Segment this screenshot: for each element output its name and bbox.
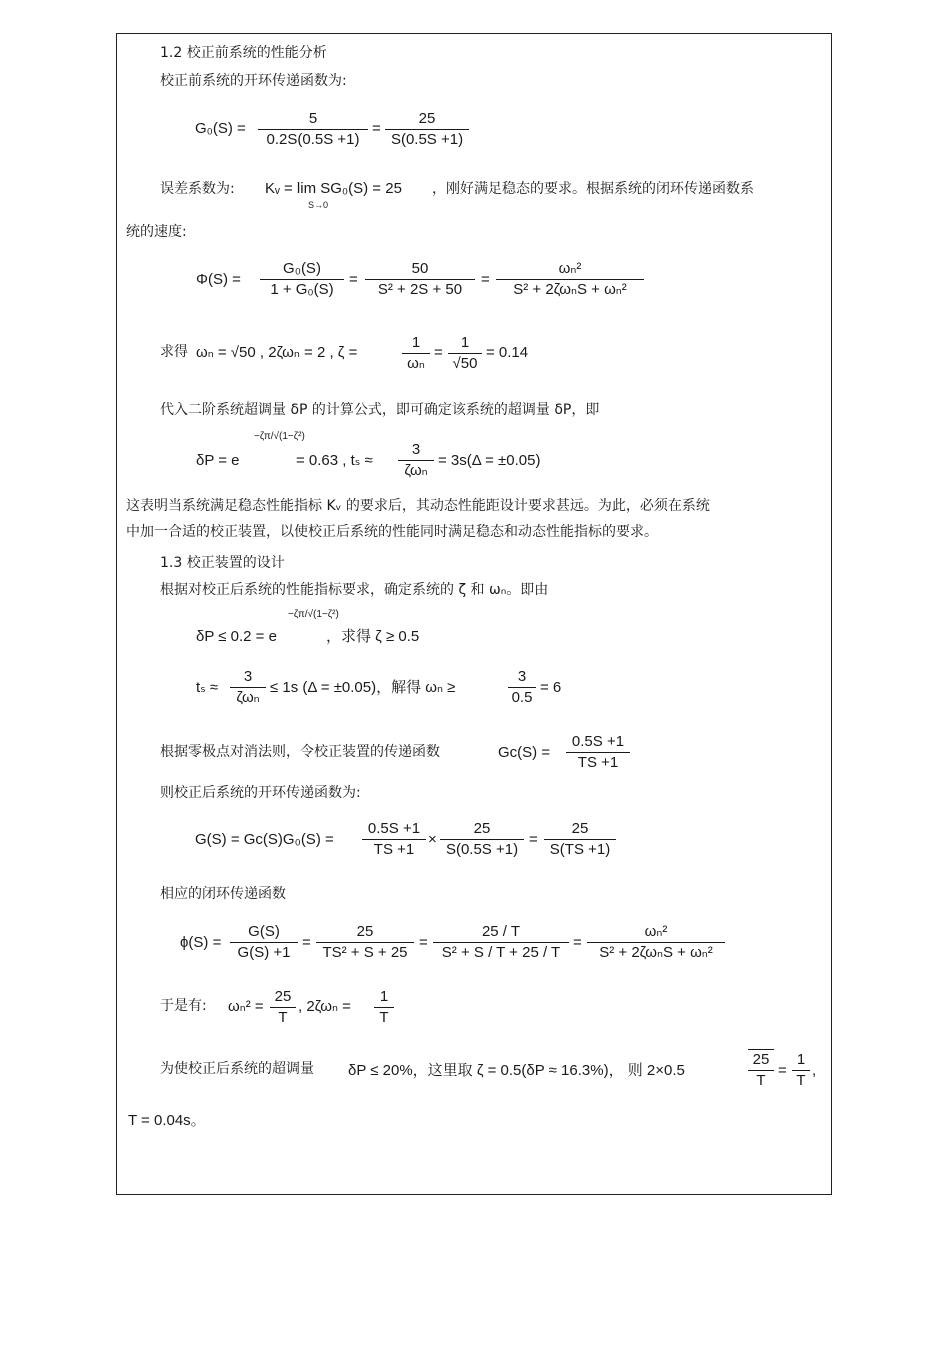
- numerator: 1: [411, 334, 421, 351]
- paragraph-kv-rest: ，刚好满足稳态的要求。根据系统的闭环传递函数系: [432, 181, 754, 197]
- denominator: ωₙ: [407, 355, 425, 372]
- paragraph-indicates-2: 中加一合适的校正装置，以使校正后系统的性能同时满足稳态和动态性能指标的要求。: [126, 524, 658, 540]
- equals-sign: =: [529, 831, 538, 848]
- denominator: S(0.5S +1): [445, 841, 519, 858]
- numerator: G₀(S): [283, 260, 321, 277]
- numerator: 25: [356, 923, 374, 940]
- denominator: T: [796, 1072, 806, 1089]
- fraction-final-1: [748, 1049, 774, 1091]
- numerator: 25: [418, 110, 436, 127]
- equation-zeta-result: ，求得 ζ ≥ 0.5: [326, 628, 420, 645]
- equation-overshoot-spec: δP ≤ 0.2 = e: [196, 628, 277, 645]
- fraction-g0-2: [385, 109, 469, 150]
- equation-final: δP ≤ 20%，这里取 ζ = 0.5(δP ≈ 16.3%)， 则 2×0.5: [348, 1062, 685, 1079]
- denominator: S² + 2ζωₙS + ωₙ²: [599, 944, 713, 961]
- paragraph-open-loop: 校正前系统的开环传递函数为:: [160, 73, 347, 89]
- numerator: G(S): [248, 923, 280, 940]
- equation-overshoot-exponent: −ζπ/√(1−ζ²): [254, 431, 305, 442]
- fraction-cl-4: [587, 922, 725, 963]
- numerator: ωₙ²: [558, 260, 582, 277]
- equals-sign: =: [349, 271, 358, 288]
- denominator: TS² + S + 25: [322, 944, 408, 961]
- denominator: S(TS +1): [549, 841, 611, 858]
- fraction-g0-1: [258, 109, 368, 150]
- equation-2zeta-wn: , 2ζωₙ =: [298, 998, 351, 1015]
- fraction-phi-2: [365, 259, 475, 300]
- numerator: ωₙ²: [644, 923, 668, 940]
- denominator: ζωₙ: [236, 689, 260, 706]
- equation-overshoot: δP = e: [196, 452, 240, 469]
- fraction-gc: [566, 732, 630, 773]
- equation-kv: Kᵥ = lim SG₀(S) = 25: [265, 180, 402, 197]
- numerator: 25: [274, 988, 292, 1005]
- fraction-g-1: [362, 819, 426, 860]
- equals-sign: =: [372, 120, 381, 137]
- equals-sign: =: [419, 934, 428, 951]
- paragraph-design: 根据对校正后系统的性能指标要求，确定系统的 ζ 和 ωₙ。即由: [160, 582, 549, 598]
- fraction-g-2: [440, 819, 524, 860]
- denominator: TS +1: [577, 754, 619, 771]
- document-frame: [116, 33, 832, 1195]
- equation-g-lhs: G(S) = Gc(S)G₀(S) =: [195, 831, 334, 848]
- denominator: 1 + G₀(S): [270, 281, 334, 298]
- equation-ts-spec: tₛ ≈: [196, 679, 219, 696]
- fraction-thus-2: [374, 987, 394, 1028]
- numerator: 0.5S +1: [367, 820, 421, 837]
- comma: ,: [812, 1062, 817, 1079]
- denominator: T: [379, 1009, 389, 1026]
- numerator: 25 / T: [481, 923, 521, 940]
- denominator: TS +1: [373, 841, 415, 858]
- denominator: T: [278, 1009, 288, 1026]
- equals-sign: =: [778, 1062, 787, 1079]
- numerator: 1: [796, 1051, 806, 1068]
- label-obtain: 求得: [160, 344, 188, 360]
- fraction-cl-2: [316, 922, 414, 963]
- section-heading-1-3: 1.3 校正装置的设计: [160, 555, 285, 571]
- result-T: T = 0.04s。: [128, 1112, 206, 1129]
- fraction-ts: [398, 440, 434, 481]
- equation-ts-value: = 3s(Δ = ±0.05): [438, 452, 541, 469]
- equation-gc-lhs: Gc(S) =: [498, 744, 551, 761]
- paragraph-closed-loop: 相应的闭环传递函数: [160, 886, 286, 902]
- paragraph-substitute: 代入二阶系统超调量 δP 的计算公式，即可确定该系统的超调量 δP，即: [160, 402, 600, 418]
- fraction-thus-1: [270, 987, 296, 1028]
- equation-wn-squared: ωₙ² =: [228, 998, 264, 1015]
- denominator: 0.5: [511, 689, 533, 706]
- equation-closed-loop-lhs: ϕ(S) =: [180, 934, 222, 951]
- fraction-zeta-2: [448, 333, 482, 374]
- paragraph-after-correction: 则校正后系统的开环传递函数为:: [160, 785, 361, 801]
- denominator: S² + 2S + 50: [377, 281, 463, 298]
- equation-overshoot-value: = 0.63 , tₛ ≈: [296, 452, 373, 469]
- denominator: ζωₙ: [404, 462, 428, 479]
- equals-sign: =: [434, 344, 443, 361]
- denominator: S² + S / T + 25 / T: [441, 944, 561, 961]
- fraction-phi-3: [496, 259, 644, 300]
- fraction-cl-1: [230, 922, 298, 963]
- fraction-wn-spec: [508, 667, 536, 708]
- equals-sign: =: [573, 934, 582, 951]
- numerator: 0.5S +1: [571, 733, 625, 750]
- numerator: 25: [752, 1051, 770, 1068]
- numerator: 25: [473, 820, 491, 837]
- denominator: S(0.5S +1): [390, 131, 464, 148]
- section-heading-1-2: 1.2 校正前系统的性能分析: [160, 45, 327, 61]
- numerator: 25: [571, 820, 589, 837]
- fraction-zeta-1: [402, 333, 430, 374]
- equals-sign: =: [302, 934, 311, 951]
- numerator: 3: [243, 668, 253, 685]
- paragraph-final: 为使校正后系统的超调量: [160, 1061, 314, 1077]
- equation-g0-lhs: G₀(S) =: [195, 120, 246, 137]
- equation-wn-result: = 6: [540, 679, 562, 696]
- paragraph-indicates-1: 这表明当系统满足稳态性能指标 Kᵥ 的要求后，其动态性能距设计要求甚远。为此，必须在系统: [126, 498, 710, 514]
- denominator: 0.2S(0.5S +1): [266, 131, 360, 148]
- equation-overshoot-spec-exponent: −ζπ/√(1−ζ²): [288, 609, 339, 620]
- times-sign: ×: [428, 831, 437, 848]
- numerator: 50: [411, 260, 429, 277]
- fraction-phi-1: [260, 259, 344, 300]
- denominator: T: [756, 1072, 766, 1089]
- numerator: 5: [308, 110, 318, 127]
- denominator: G(S) +1: [237, 944, 291, 961]
- fraction-cl-3: [433, 922, 569, 963]
- equation-ts-spec-rest: ≤ 1s (Δ = ±0.05)，解得 ωₙ ≥: [270, 679, 456, 696]
- denominator: S² + 2ζωₙS + ωₙ²: [513, 281, 627, 298]
- equation-phi-lhs: Φ(S) =: [196, 271, 241, 288]
- label-thus: 于是有:: [160, 998, 207, 1014]
- numerator: 1: [460, 334, 470, 351]
- numerator: 3: [517, 668, 527, 685]
- fraction-final-2: [792, 1050, 810, 1091]
- equals-sign: =: [481, 271, 490, 288]
- fraction-g-3: [544, 819, 616, 860]
- numerator: 1: [379, 988, 389, 1005]
- paragraph-zero-pole: 根据零极点对消法则，令校正装置的传递函数: [160, 744, 440, 760]
- paragraph-speed: 统的速度:: [126, 224, 187, 240]
- denominator: √50: [452, 355, 478, 372]
- numerator: 3: [411, 441, 421, 458]
- fraction-ts-spec: [230, 667, 266, 708]
- equation-zeta-value: = 0.14: [486, 344, 529, 361]
- label-error-coefficient: 误差系数为:: [160, 181, 235, 197]
- equation-wn: ωₙ = √50 , 2ζωₙ = 2 , ζ =: [196, 344, 358, 361]
- limit-subscript: S→0: [308, 200, 329, 210]
